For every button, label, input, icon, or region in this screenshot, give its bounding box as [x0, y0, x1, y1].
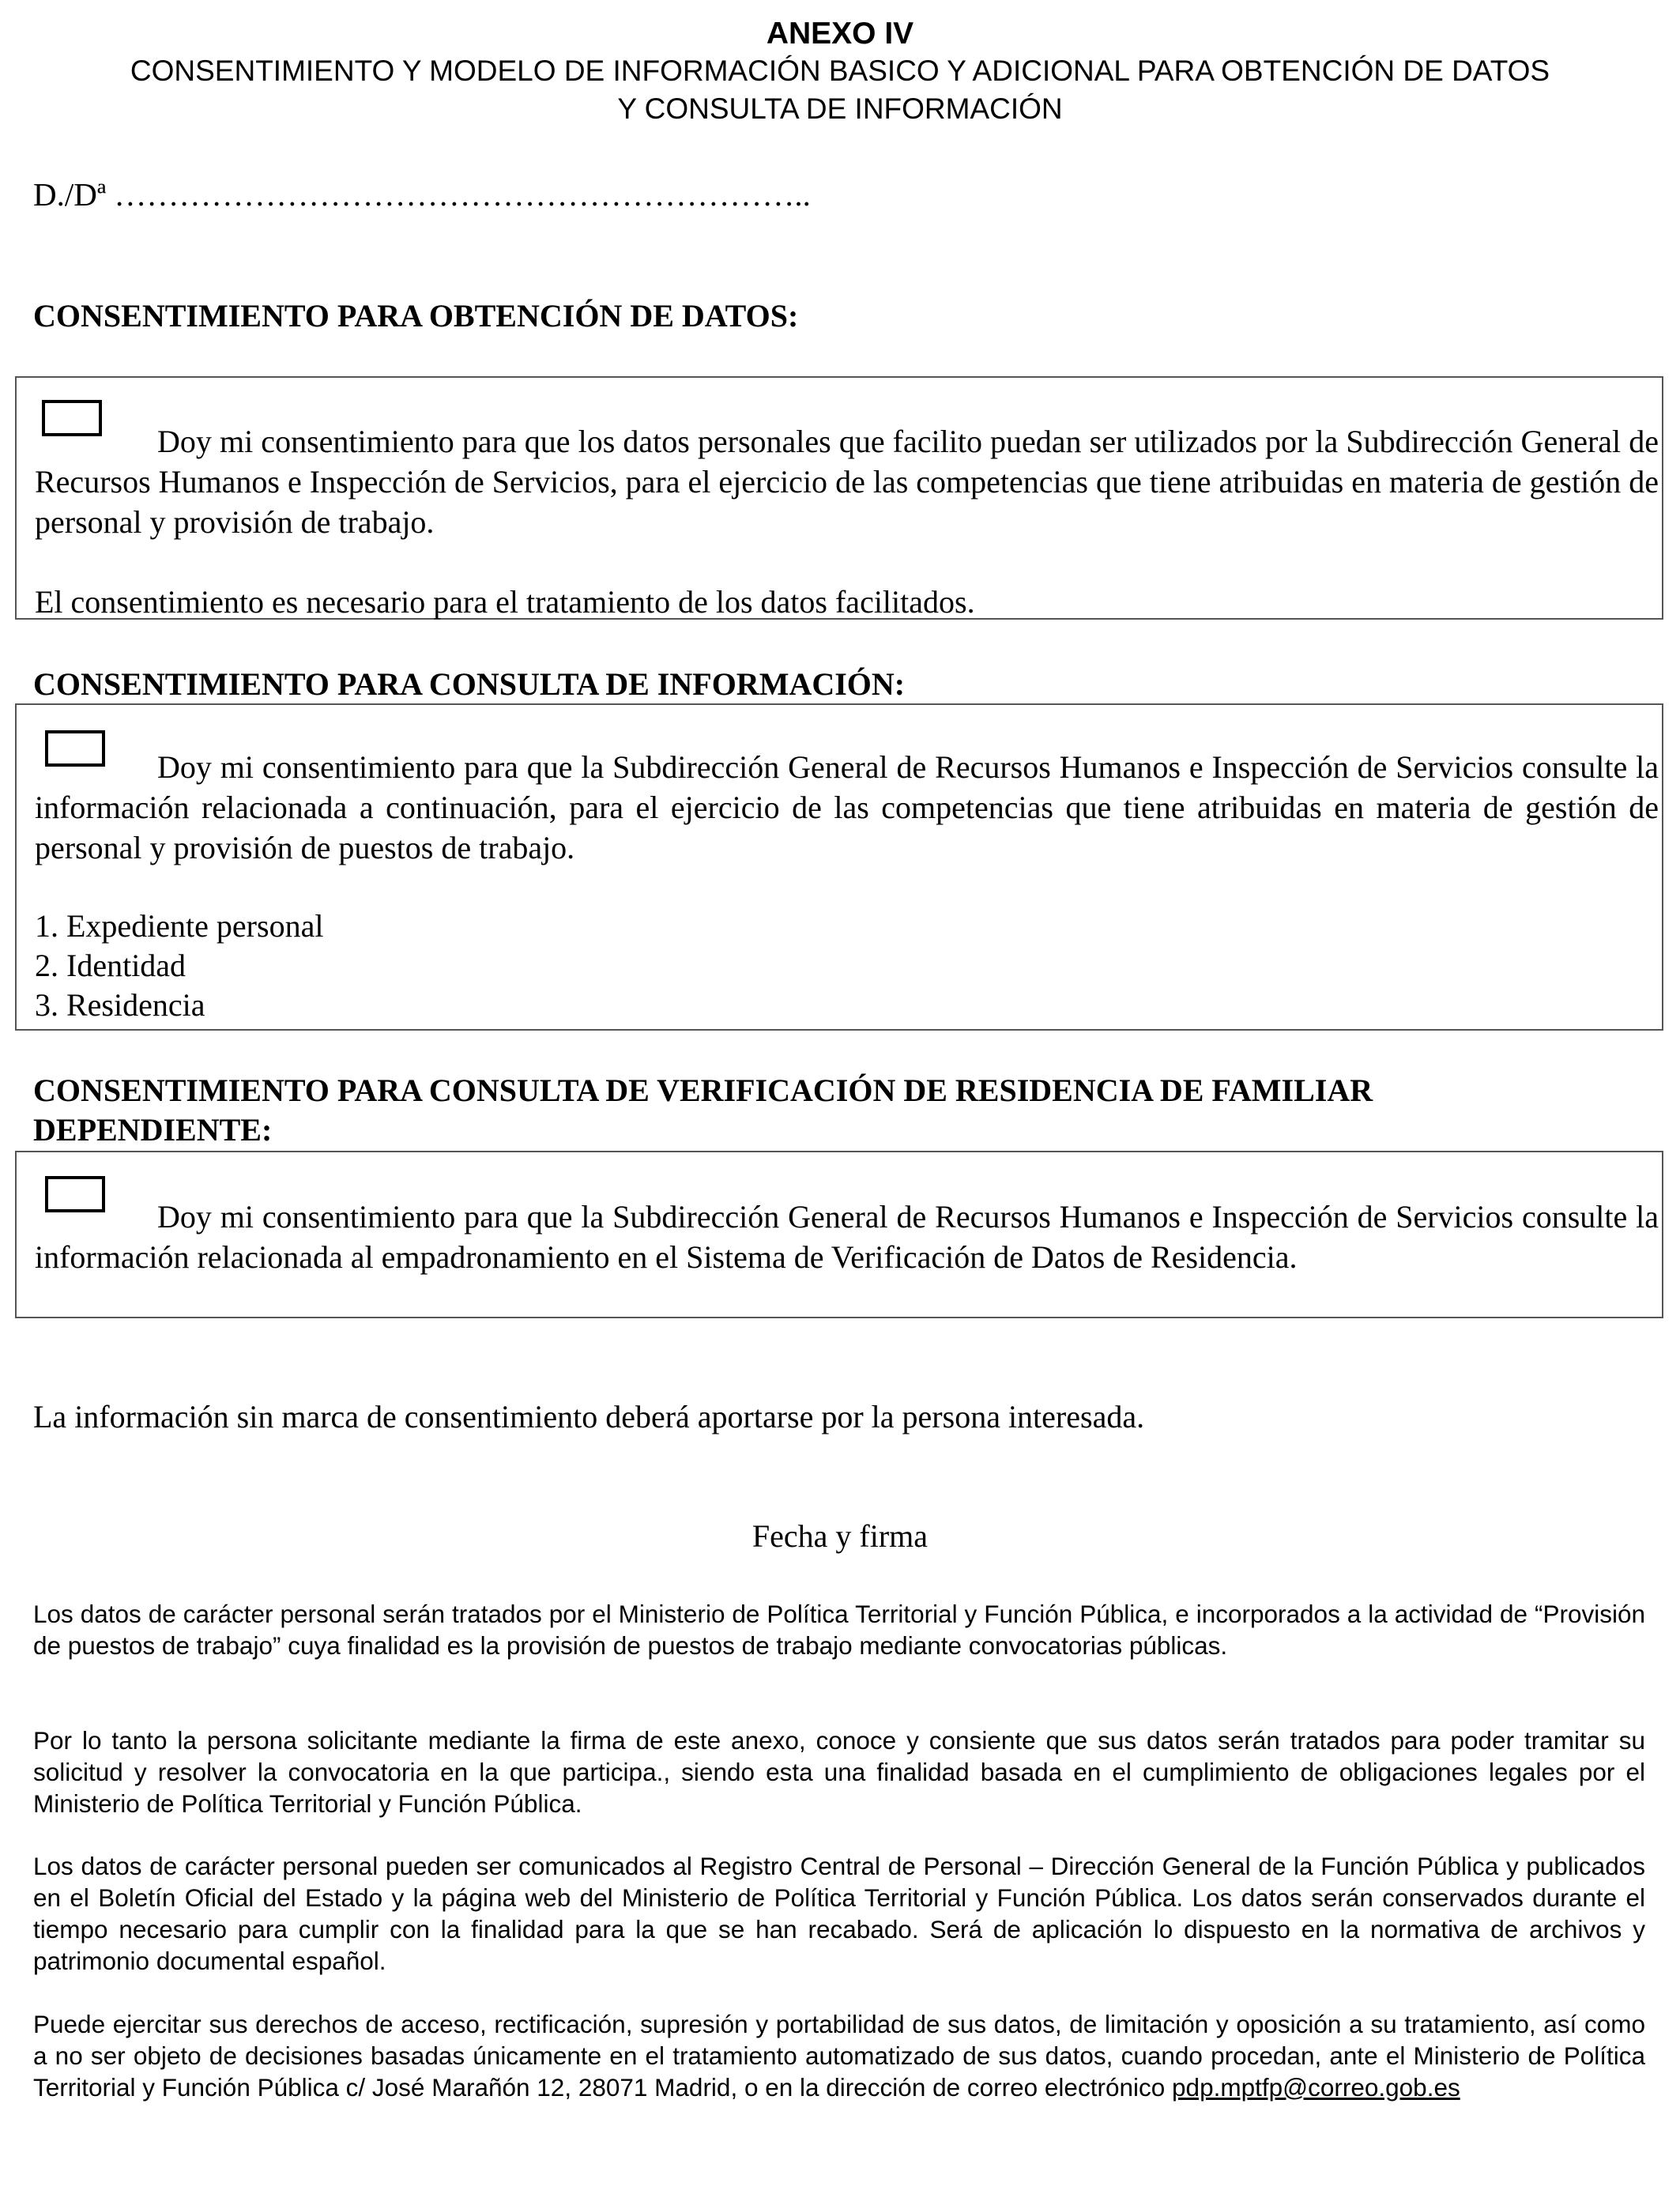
legal-paragraph-4 [33, 2008, 1645, 2103]
consent-text-verificacion-residencia: Doy mi consentimiento para que la Subdirección General de Recursos Humanos e Inspección de Servicios consulte la información relacionada al empadronamiento en el Sistema de Verificación de Datos de Residencia. [35, 1199, 1659, 1275]
consent-text-consulta-informacion: Doy mi consentimiento para que la Subdirección General de Recursos Humanos e Inspección de Servicios consulte la información relacionada a continuación, para el ejercicio de las competencias que tiene atribuidas en materia de gestión de personal y provisión de puestos de trabajo. [35, 749, 1659, 865]
list-item: 2. Identidad [35, 948, 186, 983]
consent-box-verificacion-residencia [15, 1151, 1663, 1318]
section-title-obtencion-datos: CONSENTIMIENTO PARA OBTENCIÓN DE DATOS: [33, 298, 799, 334]
legal-paragraph-3: Los datos de carácter personal pueden ser comunicados al Registro Central de Personal – Dirección General de la Función Pública y publicados en el Boletín Oficial del Estado y la página web del Ministerio de Política Territorial y Función Pública. Los datos serán conservados durante el tiempo necesario para cumplir con la finalidad para la que se han recabado. Será de aplicación lo dispuesto en la normativa de archivos y patrimonio documental español. [33, 1852, 1645, 1975]
missing-consent-note: La información sin marca de consentimiento deberá aportarse por la persona interesada. [33, 1399, 1145, 1434]
section-title-verificacion-residencia-line2: DEPENDIENTE: [33, 1112, 273, 1148]
consulta-items-list [35, 907, 323, 1025]
section-title-verificacion-residencia [33, 1071, 1661, 1150]
annex-title: ANEXO IV [766, 17, 914, 51]
consent-text-obtencion-datos: Doy mi consentimiento para que los datos personales que facilito puedan ser utilizados por la Subdirección General de Recursos Humanos e Inspección de Servicios, para el ejercicio de las competencias que tiene atribuidas en materia de gestión de personal y provisión de trabajo. [35, 424, 1659, 540]
document-header [0, 16, 1680, 128]
consent-box-obtencion-datos [15, 376, 1663, 620]
applicant-name-label: D./Dª ……………………………………………………….. [33, 176, 811, 213]
list-item: 1. Expediente personal [35, 908, 324, 944]
legal-paragraph-2: Por lo tanto la persona solicitante mediante la firma de este anexo, conoce y consiente que sus datos serán tratados para poder tramitar su solicitud y resolver la convocatoria en la que participa., siendo esta una finalidad basada en el cumplimiento de obligaciones legales por el Ministerio de Política Territorial y Función Pública. [33, 1726, 1645, 1818]
signature-date-label: Fecha y firma [751, 1518, 929, 1554]
consent-box-consulta-informacion [15, 703, 1663, 1031]
section-title-consulta-informacion: CONSENTIMIENTO PARA CONSULTA DE INFORMACIÓN: [33, 666, 906, 702]
applicant-name-field[interactable] [33, 175, 811, 213]
document-subtitle-line1: CONSENTIMIENTO Y MODELO DE INFORMACIÓN BASICO Y ADICIONAL PARA OBTENCIÓN DE DATOS [130, 55, 1550, 87]
legal-paragraph-1: Los datos de carácter personal serán tratados por el Ministerio de Política Territorial y Función Pública, e incorporados a la actividad de “Provisión de puestos de trabajo” cuya finalidad es la provisión de puestos de trabajo mediante convocatorias públicas. [33, 1600, 1645, 1660]
legal-paragraph-4-text: Puede ejercitar sus derechos de acceso, rectificación, supresión y portabilidad de sus datos, de limitación y oposición a su tratamiento, así como a no ser objeto de decisiones basadas únicamente en el tratamiento automatizado de sus datos, cuando procedan, ante el Ministerio de Política Territorial y Función Pública c/ José Marañón 12, 28071 Madrid, o en la dirección de correo electrónico [33, 2010, 1645, 2102]
document-subtitle-line2: Y CONSULTA DE INFORMACIÓN [617, 92, 1063, 125]
list-item: 3. Residencia [35, 987, 205, 1023]
consent-note-obtencion-datos: El consentimiento es necesario para el tratamiento de los datos facilitados. [35, 584, 975, 620]
section-title-verificacion-residencia-line1: CONSENTIMIENTO PARA CONSULTA DE VERIFICACIÓN DE RESIDENCIA DE FAMILIAR [33, 1072, 1373, 1108]
contact-email-link[interactable]: pdp.mptfp@correo.gob.es [1172, 2073, 1460, 2102]
